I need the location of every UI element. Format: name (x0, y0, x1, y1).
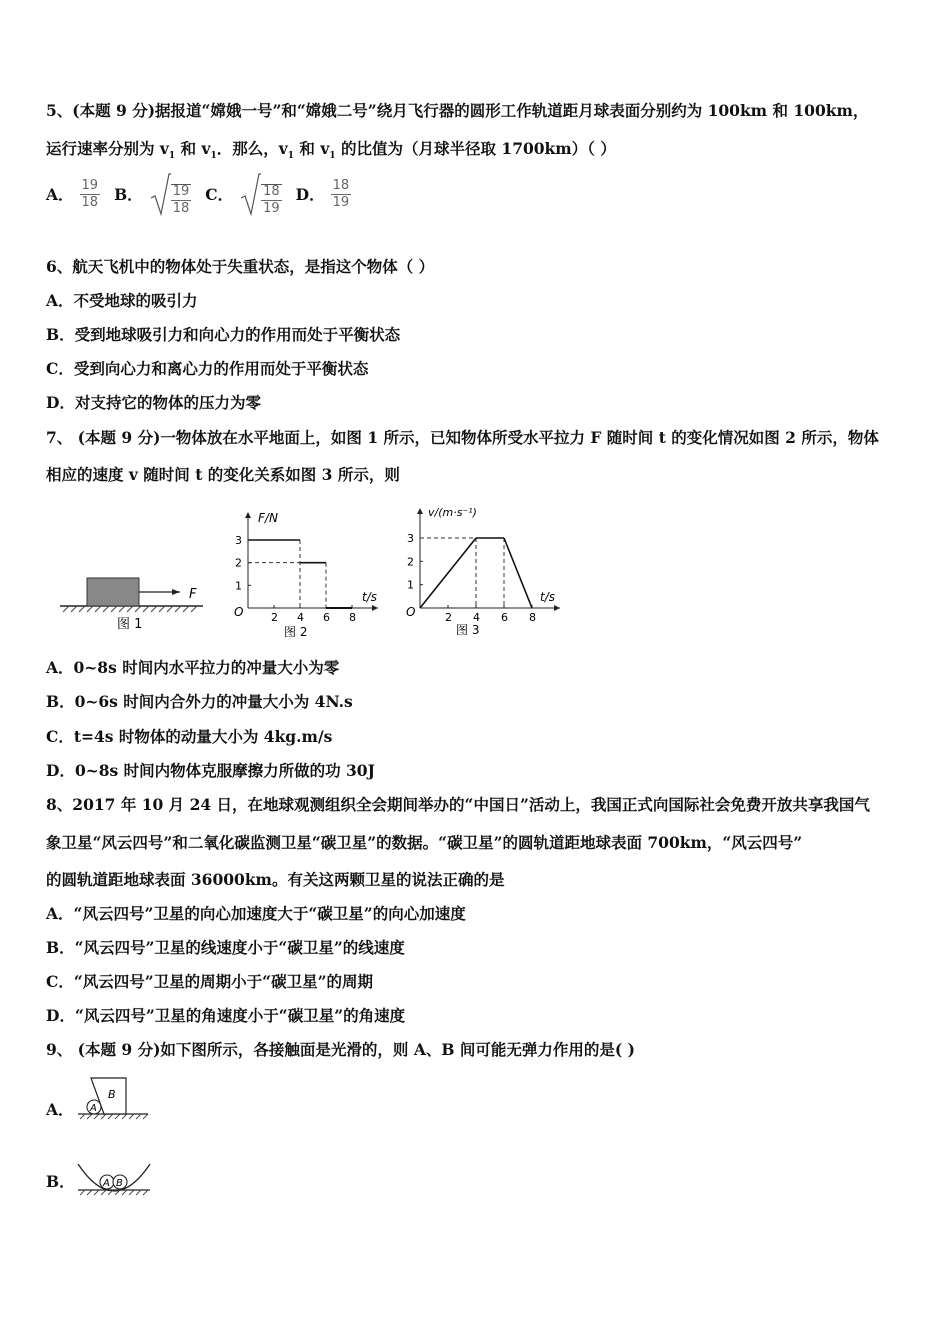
origin-label: O (234, 605, 244, 619)
y-axis-arrow (245, 512, 251, 518)
q8-option-d[interactable]: D．“风云四号”卫星的角速度小于“碳卫星”的角速度 (46, 1006, 406, 1025)
sqrt-icon (239, 172, 261, 216)
q5-line2 (46, 139, 616, 166)
q9-stem: 9、 (本题 9 分)如下图所示，各接触面是光滑的，则 A、B 间可能无弹力作用的是( ) (46, 1040, 635, 1059)
x-tick-label: 2 (445, 611, 452, 624)
q5-option-b[interactable] (114, 172, 191, 216)
q7-figure-2-chart (228, 508, 386, 640)
fraction (331, 179, 352, 210)
q5-sub: 1 (168, 151, 176, 162)
fraction (171, 184, 192, 216)
y-tick-label: 1 (235, 579, 242, 593)
y-tick-label: 3 (235, 534, 242, 547)
sqrt (239, 172, 282, 216)
ball-a-label: A (90, 1103, 97, 1114)
fraction (261, 184, 282, 216)
y-tick-label: 1 (407, 578, 414, 592)
denominator: 19 (332, 194, 350, 210)
q5-text: 和 v (294, 139, 330, 158)
q8-option-a[interactable]: A．“风云四号”卫星的向心加速度大于“碳卫星”的向心加速度 (46, 904, 466, 923)
denominator: 19 (263, 201, 280, 216)
sqrt (149, 172, 192, 216)
q6-stem: 6、航天飞机中的物体处于失重状态，是指这个物体（ ） (46, 257, 435, 276)
q7-figure-3-chart (398, 502, 570, 640)
q6-option-a[interactable]: A．不受地球的吸引力 (46, 291, 198, 310)
q6-option-c[interactable]: C．受到向心力和离心力的作用而处于平衡状态 (46, 359, 369, 378)
y-tick-label: 2 (235, 556, 242, 570)
y-axis-label: v/(m·s⁻¹) (428, 506, 477, 519)
fraction (80, 179, 101, 210)
x-tick-label: 4 (473, 611, 480, 624)
q7-option-b[interactable]: B．0~6s 时间内合外力的冲量大小为 4N.s (46, 692, 353, 711)
x-tick-label: 2 (271, 611, 278, 624)
x-tick-label: 6 (323, 611, 330, 624)
y-tick-label: 2 (407, 555, 414, 569)
series-segment (420, 538, 476, 608)
figure-caption: 图 3 (456, 623, 480, 637)
y-axis-label: F/N (258, 511, 278, 525)
q9-figure-b (74, 1158, 154, 1200)
force-label: F (189, 587, 197, 602)
ground-hatch (63, 606, 197, 612)
x-axis-arrow (554, 605, 560, 611)
denominator: 18 (172, 201, 190, 216)
q5-option-d[interactable] (296, 179, 352, 210)
force-arrowhead (172, 589, 180, 595)
x-axis-label: t/s (540, 590, 555, 604)
numerator: 19 (81, 177, 99, 193)
option-label: D． (295, 185, 325, 204)
q5-sub: 1 (329, 151, 336, 162)
q7-option-a[interactable]: A．0~8s 时间内水平拉力的冲量大小为零 (46, 658, 340, 677)
q7-option-c[interactable]: C．t=4s 时物体的动量大小为 4kg.m/s (46, 727, 333, 746)
q7-stem-line2: 相应的速度 v 随时间 t 的变化关系如图 3 所示，则 (46, 465, 400, 484)
sqrt-icon (149, 172, 171, 216)
q5-text: 运行速率分别为 v (46, 139, 169, 158)
q8-stem-line1: 8、2017 年 10 月 24 日，在地球观测组织全会期间举办的“中国日”活动上，我国正式向国际社会免费开放共享我国气 (46, 795, 870, 814)
numerator: 18 (332, 177, 350, 193)
origin-label: O (406, 605, 416, 619)
q5-sub: 1 (287, 151, 295, 162)
series-segment (504, 538, 532, 608)
x-tick-label: 8 (349, 611, 356, 624)
block (87, 578, 139, 606)
q5-sub: 1 (210, 151, 217, 162)
numerator: 19 (172, 184, 190, 199)
option-label: B． (114, 185, 143, 204)
option-label: C． (205, 185, 234, 204)
q9-option-b-label[interactable]: B． (46, 1172, 75, 1191)
x-axis-label: t/s (362, 590, 377, 604)
q5-text: 和 v (175, 139, 211, 158)
q9-figure-a (74, 1074, 154, 1124)
q7-figure-1 (55, 570, 215, 635)
q8-option-c[interactable]: C．“风云四号”卫星的周期小于“碳卫星”的周期 (46, 972, 373, 991)
x-tick-label: 8 (529, 611, 536, 624)
figure-caption: 图 2 (284, 625, 308, 639)
x-tick-label: 6 (501, 611, 508, 624)
q7-stem-line1: 7、 (本题 9 分)一物体放在水平地面上，如图 1 所示，已知物体所受水平拉力 F 随时间 t 的变化情况如图 2 所示，物体 (46, 428, 879, 447)
q5-option-c[interactable] (205, 172, 281, 216)
ball-a-label: A (103, 1178, 110, 1189)
q7-option-d[interactable]: D．0~8s 时间内物体克服摩擦力所做的功 30J (46, 761, 375, 780)
q6-option-d[interactable]: D．对支持它的物体的压力为零 (46, 393, 261, 412)
denominator: 18 (81, 194, 99, 210)
q5-option-a[interactable] (46, 179, 100, 210)
option-label: A． (46, 185, 74, 204)
numerator: 18 (263, 184, 280, 199)
q9-option-a-label[interactable]: A． (46, 1100, 74, 1119)
block-b-label: B (108, 1088, 116, 1101)
ground-hatch (80, 1114, 148, 1119)
q5-options (46, 172, 365, 216)
q8-stem-line2: 象卫星“风云四号”和二氧化碳监测卫星“碳卫星”的数据。“碳卫星”的圆轨道距地球表面 700km，“风云四号” (46, 833, 803, 852)
figure-caption: 图 1 (117, 617, 143, 632)
y-tick-label: 3 (407, 532, 414, 545)
ball-b-label: B (116, 1178, 123, 1189)
q6-option-b[interactable]: B．受到地球吸引力和向心力的作用而处于平衡状态 (46, 325, 401, 344)
q8-stem-line3: 的圆轨道距地球表面 36000km。有关这两颗卫星的说法正确的是 (46, 870, 505, 889)
q5-text: 的比值为（月球半径取 1700km）（ ） (335, 139, 616, 158)
q5-text: ．那么，v (216, 139, 288, 158)
q8-option-b[interactable]: B．“风云四号”卫星的线速度小于“碳卫星”的线速度 (46, 938, 405, 957)
q5-line1: 5、(本题 9 分)据报道“嫦娥一号”和“嫦娥二号”绕月飞行器的圆形工作轨道距月球表面分别约为 100km 和 100km， (46, 101, 869, 120)
x-axis-arrow (372, 605, 378, 611)
x-tick-label: 4 (297, 611, 304, 624)
y-axis-arrow (417, 508, 423, 514)
